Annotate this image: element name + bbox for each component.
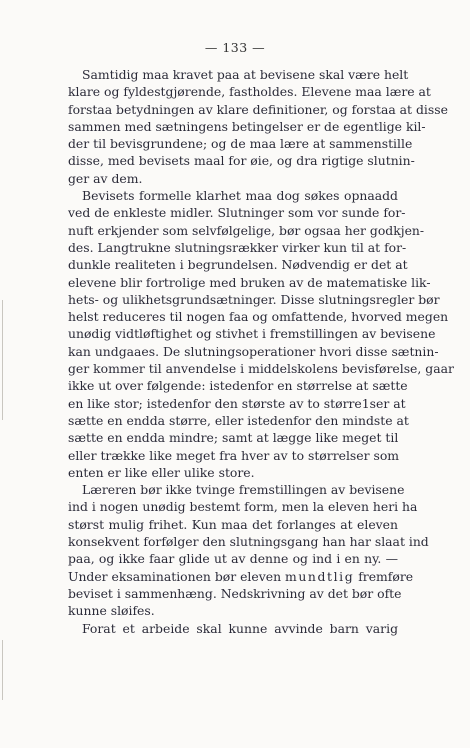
text-line: des. Langtrukne slutningsrækker virker kun til at for- bbox=[68, 239, 407, 255]
text-line: helst reduceres til nogen faa og omfattende, hvorved megen bbox=[68, 309, 449, 325]
text-line: paa, og ikke faar glide ut av denne og ind i en ny. — bbox=[68, 551, 398, 567]
text-line: sætte en endda mindre; samt at lægge like meget til bbox=[68, 430, 399, 446]
body-text bbox=[68, 66, 454, 637]
text-line: elevene blir fortrolige med bruken av de matematiske lik- bbox=[68, 274, 431, 290]
page-edge-mark bbox=[2, 640, 3, 700]
text-line: kan undgaaes. De slutningsoperationer hvori disse sætnin- bbox=[68, 343, 439, 359]
text-line: disse, med bevisets maal for øie, og dra rigtige slutnin- bbox=[68, 153, 415, 169]
text-line: ger kommer til anvendelse i middelskolens bevisførelse, gaar bbox=[68, 361, 454, 377]
text-line: sammen med sætningens betingelser er de egentlige kil- bbox=[68, 118, 426, 134]
text-line: hets- og ulikhetsgrundsætninger. Disse slutningsregler bør bbox=[68, 291, 440, 307]
text-line: klare og fyldestgjørende, fastholdes. Elevene maa lære at bbox=[68, 84, 431, 100]
text-line: kunne sløifes. bbox=[68, 603, 155, 619]
text-line: Forat et arbeide skal kunne avvinde barn varig bbox=[82, 620, 398, 636]
text-line: størst mulig frihet. Kun maa det forlanges at eleven bbox=[68, 516, 398, 532]
text-line: sætte en endda større, eller istedenfor den mindste at bbox=[68, 412, 409, 428]
text-line: ved de enkleste midler. Slutninger som vor sunde for- bbox=[68, 205, 406, 221]
text-line: enten er like eller ulike store. bbox=[68, 464, 255, 480]
text-line: forstaa betydningen av klare definitioner, og forstaa at disse bbox=[68, 101, 448, 117]
text-line: eller trække like meget fra hver av to størrelser som bbox=[68, 447, 400, 463]
text-line: nuft erkjender som selvfølgelige, bør ogsaa her godkjen- bbox=[68, 222, 425, 238]
emphasized-word: mundtlig bbox=[284, 568, 355, 584]
text-line: en like stor; istedenfor den største av to større1ser at bbox=[68, 395, 406, 411]
text-line: Under eksaminationen bør eleven mundtlig fremføre bbox=[68, 568, 414, 584]
text-line: Bevisets formelle klarhet maa dog søkes opnaadd bbox=[82, 188, 398, 204]
text-line: der til bevisgrundene; og de maa lære at sammenstille bbox=[68, 136, 413, 152]
text-line: konsekvent forfølger den slutningsgang han har slaat ind bbox=[68, 534, 429, 550]
text-line: ikke ut over følgende: istedenfor en størrelse at sætte bbox=[68, 378, 408, 394]
text-line: Samtidig maa kravet paa at bevisene skal være helt bbox=[82, 67, 409, 82]
text-line: unødig vidtløftighet og stivhet i fremstillingen av bevisene bbox=[68, 326, 436, 342]
page-edge-mark bbox=[2, 300, 3, 420]
text-line: beviset i sammenhæng. Nedskrivning av det bør ofte bbox=[68, 585, 402, 601]
text-line: ind i nogen unødig bestemt form, men la eleven heri ha bbox=[68, 499, 418, 515]
text-line: Læreren bør ikke tvinge fremstillingen av bevisene bbox=[82, 482, 405, 498]
text-line: dunkle realiteten i begrundelsen. Nødvendig er det at bbox=[68, 257, 408, 273]
text-line: ger av dem. bbox=[68, 170, 143, 186]
page-number: — 133 — bbox=[204, 40, 266, 55]
